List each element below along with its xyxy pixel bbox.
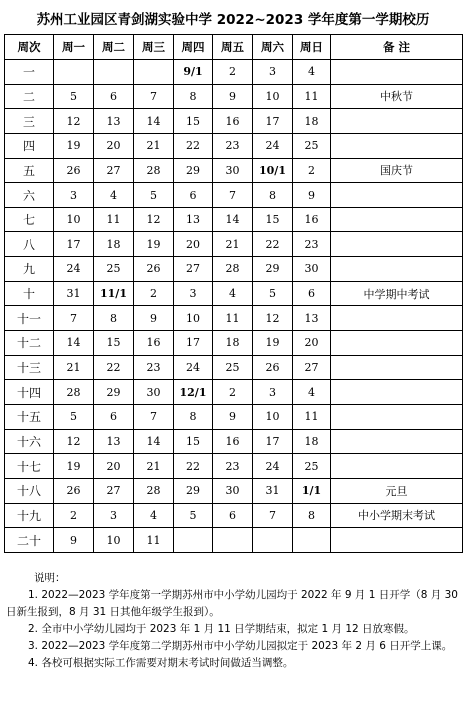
week-row bbox=[5, 528, 463, 553]
day-cell: 13 bbox=[174, 207, 213, 232]
remark-cell bbox=[331, 133, 463, 158]
week-number-cell: 十八 bbox=[5, 478, 54, 503]
day-cell: 31 bbox=[54, 281, 94, 306]
day-cell: 15 bbox=[174, 109, 213, 134]
day-cell: 2 bbox=[213, 60, 253, 85]
notes-section bbox=[6, 570, 458, 672]
header-mon: 周一 bbox=[54, 35, 94, 60]
week-number-cell: 十九 bbox=[5, 503, 54, 528]
header-row bbox=[5, 35, 463, 60]
week-number-cell: 二十 bbox=[5, 528, 54, 553]
day-cell: 18 bbox=[94, 232, 134, 257]
day-cell: 8 bbox=[94, 306, 134, 331]
day-cell: 9 bbox=[134, 306, 174, 331]
day-cell: 13 bbox=[293, 306, 331, 331]
remark-cell: 元旦 bbox=[331, 478, 463, 503]
day-cell: 19 bbox=[54, 454, 94, 479]
header-tue: 周二 bbox=[94, 35, 134, 60]
day-cell: 20 bbox=[293, 331, 331, 356]
remark-cell bbox=[331, 183, 463, 208]
day-cell: 5 bbox=[54, 84, 94, 109]
day-cell: 6 bbox=[293, 281, 331, 306]
day-cell: 30 bbox=[134, 380, 174, 405]
day-cell: 29 bbox=[174, 158, 213, 183]
week-row bbox=[5, 404, 463, 429]
day-cell: 3 bbox=[174, 281, 213, 306]
day-cell: 6 bbox=[213, 503, 253, 528]
day-cell: 9 bbox=[293, 183, 331, 208]
day-cell: 10 bbox=[253, 84, 293, 109]
header-sat: 周六 bbox=[253, 35, 293, 60]
week-row bbox=[5, 60, 463, 85]
day-cell: 18 bbox=[293, 429, 331, 454]
day-cell: 11 bbox=[213, 306, 253, 331]
day-cell: 27 bbox=[94, 158, 134, 183]
day-cell: 26 bbox=[134, 257, 174, 282]
day-cell: 3 bbox=[253, 60, 293, 85]
day-cell: 12 bbox=[253, 306, 293, 331]
day-cell: 26 bbox=[54, 478, 94, 503]
day-cell bbox=[213, 528, 253, 553]
week-number-cell: 十一 bbox=[5, 306, 54, 331]
day-cell: 29 bbox=[253, 257, 293, 282]
day-cell: 12 bbox=[134, 207, 174, 232]
day-cell: 1/1 bbox=[293, 478, 331, 503]
day-cell: 3 bbox=[54, 183, 94, 208]
day-cell: 10 bbox=[54, 207, 94, 232]
week-number-cell: 九 bbox=[5, 257, 54, 282]
day-cell: 17 bbox=[253, 109, 293, 134]
day-cell: 20 bbox=[94, 133, 134, 158]
day-cell: 14 bbox=[54, 331, 94, 356]
day-cell: 24 bbox=[253, 454, 293, 479]
day-cell: 17 bbox=[253, 429, 293, 454]
remark-cell bbox=[331, 528, 463, 553]
school-calendar-table bbox=[4, 34, 463, 553]
day-cell: 17 bbox=[174, 331, 213, 356]
day-cell: 21 bbox=[213, 232, 253, 257]
header-fri: 周五 bbox=[213, 35, 253, 60]
day-cell: 25 bbox=[213, 355, 253, 380]
day-cell: 19 bbox=[54, 133, 94, 158]
day-cell: 11 bbox=[293, 404, 331, 429]
day-cell: 17 bbox=[54, 232, 94, 257]
day-cell: 23 bbox=[134, 355, 174, 380]
day-cell: 21 bbox=[134, 454, 174, 479]
day-cell: 4 bbox=[134, 503, 174, 528]
day-cell: 8 bbox=[174, 84, 213, 109]
day-cell: 20 bbox=[174, 232, 213, 257]
remark-cell bbox=[331, 60, 463, 85]
day-cell: 13 bbox=[94, 429, 134, 454]
day-cell: 2 bbox=[213, 380, 253, 405]
day-cell: 19 bbox=[253, 331, 293, 356]
day-cell: 8 bbox=[293, 503, 331, 528]
day-cell bbox=[134, 60, 174, 85]
remark-cell bbox=[331, 380, 463, 405]
day-cell: 10 bbox=[94, 528, 134, 553]
day-cell: 28 bbox=[213, 257, 253, 282]
day-cell: 12/1 bbox=[174, 380, 213, 405]
day-cell: 14 bbox=[134, 429, 174, 454]
day-cell: 22 bbox=[174, 133, 213, 158]
week-number-cell: 五 bbox=[5, 158, 54, 183]
day-cell: 16 bbox=[134, 331, 174, 356]
day-cell: 27 bbox=[293, 355, 331, 380]
day-cell: 19 bbox=[134, 232, 174, 257]
day-cell: 6 bbox=[94, 84, 134, 109]
day-cell: 27 bbox=[94, 478, 134, 503]
day-cell: 5 bbox=[134, 183, 174, 208]
day-cell: 5 bbox=[174, 503, 213, 528]
remark-cell bbox=[331, 257, 463, 282]
week-row bbox=[5, 183, 463, 208]
header-wed: 周三 bbox=[134, 35, 174, 60]
week-row bbox=[5, 232, 463, 257]
remark-cell: 中小学期末考试 bbox=[331, 503, 463, 528]
week-number-cell: 四 bbox=[5, 133, 54, 158]
day-cell: 25 bbox=[293, 454, 331, 479]
header-week: 周次 bbox=[5, 35, 54, 60]
week-row bbox=[5, 281, 463, 306]
day-cell bbox=[54, 60, 94, 85]
day-cell: 14 bbox=[134, 109, 174, 134]
week-row bbox=[5, 158, 463, 183]
remark-cell bbox=[331, 429, 463, 454]
remark-cell bbox=[331, 404, 463, 429]
day-cell: 28 bbox=[134, 158, 174, 183]
day-cell: 23 bbox=[293, 232, 331, 257]
week-row bbox=[5, 133, 463, 158]
remark-cell bbox=[331, 331, 463, 356]
day-cell: 27 bbox=[174, 257, 213, 282]
week-number-cell: 一 bbox=[5, 60, 54, 85]
week-number-cell: 十三 bbox=[5, 355, 54, 380]
day-cell: 11 bbox=[293, 84, 331, 109]
day-cell: 21 bbox=[134, 133, 174, 158]
note-item: 4. 各校可根据实际工作需要对期末考试时间做适当调整。 bbox=[28, 657, 294, 669]
day-cell: 10 bbox=[174, 306, 213, 331]
day-cell: 2 bbox=[54, 503, 94, 528]
day-cell: 28 bbox=[54, 380, 94, 405]
day-cell: 3 bbox=[253, 380, 293, 405]
day-cell: 2 bbox=[134, 281, 174, 306]
day-cell: 7 bbox=[134, 404, 174, 429]
day-cell: 28 bbox=[134, 478, 174, 503]
day-cell: 16 bbox=[213, 429, 253, 454]
week-number-cell: 十五 bbox=[5, 404, 54, 429]
week-row bbox=[5, 331, 463, 356]
week-number-cell: 十七 bbox=[5, 454, 54, 479]
day-cell: 9 bbox=[54, 528, 94, 553]
note-item: 3. 2022—2023 学年度第二学期苏州市中小学幼儿园拟定于 2023 年 2 月 6 日开学上课。 bbox=[28, 640, 453, 652]
day-cell: 15 bbox=[253, 207, 293, 232]
day-cell: 7 bbox=[134, 84, 174, 109]
day-cell: 10 bbox=[253, 404, 293, 429]
day-cell: 7 bbox=[54, 306, 94, 331]
day-cell: 26 bbox=[54, 158, 94, 183]
day-cell: 22 bbox=[253, 232, 293, 257]
day-cell: 11/1 bbox=[94, 281, 134, 306]
day-cell: 29 bbox=[94, 380, 134, 405]
calendar-body bbox=[5, 60, 463, 553]
header-remark: 备 注 bbox=[331, 35, 463, 60]
day-cell: 24 bbox=[174, 355, 213, 380]
week-row bbox=[5, 109, 463, 134]
day-cell: 30 bbox=[213, 158, 253, 183]
week-row bbox=[5, 503, 463, 528]
day-cell: 14 bbox=[213, 207, 253, 232]
day-cell: 22 bbox=[174, 454, 213, 479]
day-cell: 5 bbox=[253, 281, 293, 306]
week-number-cell: 八 bbox=[5, 232, 54, 257]
day-cell: 5 bbox=[54, 404, 94, 429]
week-number-cell: 六 bbox=[5, 183, 54, 208]
day-cell: 23 bbox=[213, 133, 253, 158]
week-row bbox=[5, 380, 463, 405]
remark-cell bbox=[331, 232, 463, 257]
day-cell: 18 bbox=[293, 109, 331, 134]
day-cell: 9 bbox=[213, 84, 253, 109]
day-cell: 26 bbox=[253, 355, 293, 380]
page-title: 苏州工业园区青剑湖实验中学 2022~2023 学年度第一学期校历 bbox=[36, 12, 430, 28]
day-cell: 11 bbox=[94, 207, 134, 232]
week-row bbox=[5, 454, 463, 479]
day-cell: 11 bbox=[134, 528, 174, 553]
day-cell: 8 bbox=[253, 183, 293, 208]
note-item: 2. 全市中小学幼儿园均于 2023 年 1 月 11 日学期结束，拟定 1 月 12 日放寒假。 bbox=[28, 623, 415, 635]
week-number-cell: 二 bbox=[5, 84, 54, 109]
day-cell: 18 bbox=[213, 331, 253, 356]
day-cell: 30 bbox=[213, 478, 253, 503]
day-cell: 15 bbox=[94, 331, 134, 356]
header-sun: 周日 bbox=[293, 35, 331, 60]
remark-cell bbox=[331, 454, 463, 479]
day-cell: 24 bbox=[253, 133, 293, 158]
day-cell: 12 bbox=[54, 109, 94, 134]
day-cell: 25 bbox=[94, 257, 134, 282]
day-cell: 22 bbox=[94, 355, 134, 380]
day-cell: 30 bbox=[293, 257, 331, 282]
day-cell: 12 bbox=[54, 429, 94, 454]
week-row bbox=[5, 257, 463, 282]
day-cell bbox=[94, 60, 134, 85]
remark-cell bbox=[331, 109, 463, 134]
remark-cell: 中学期中考试 bbox=[331, 281, 463, 306]
day-cell: 4 bbox=[213, 281, 253, 306]
remark-cell: 国庆节 bbox=[331, 158, 463, 183]
remark-cell: 中秋节 bbox=[331, 84, 463, 109]
remark-cell bbox=[331, 306, 463, 331]
day-cell: 21 bbox=[54, 355, 94, 380]
day-cell: 15 bbox=[174, 429, 213, 454]
header-thu: 周四 bbox=[174, 35, 213, 60]
day-cell: 3 bbox=[94, 503, 134, 528]
remark-cell bbox=[331, 355, 463, 380]
day-cell: 24 bbox=[54, 257, 94, 282]
day-cell bbox=[293, 528, 331, 553]
day-cell: 10/1 bbox=[253, 158, 293, 183]
week-row bbox=[5, 355, 463, 380]
day-cell: 16 bbox=[293, 207, 331, 232]
day-cell: 9 bbox=[213, 404, 253, 429]
day-cell: 25 bbox=[293, 133, 331, 158]
day-cell: 9/1 bbox=[174, 60, 213, 85]
day-cell: 13 bbox=[94, 109, 134, 134]
day-cell: 8 bbox=[174, 404, 213, 429]
day-cell: 29 bbox=[174, 478, 213, 503]
day-cell: 6 bbox=[174, 183, 213, 208]
day-cell: 4 bbox=[94, 183, 134, 208]
week-number-cell: 七 bbox=[5, 207, 54, 232]
week-row bbox=[5, 84, 463, 109]
day-cell: 20 bbox=[94, 454, 134, 479]
day-cell: 16 bbox=[213, 109, 253, 134]
day-cell: 7 bbox=[253, 503, 293, 528]
day-cell: 4 bbox=[293, 380, 331, 405]
week-row bbox=[5, 478, 463, 503]
week-row bbox=[5, 429, 463, 454]
week-number-cell: 十 bbox=[5, 281, 54, 306]
week-number-cell: 十六 bbox=[5, 429, 54, 454]
day-cell: 6 bbox=[94, 404, 134, 429]
day-cell: 4 bbox=[293, 60, 331, 85]
day-cell bbox=[174, 528, 213, 553]
remark-cell bbox=[331, 207, 463, 232]
week-number-cell: 三 bbox=[5, 109, 54, 134]
week-number-cell: 十二 bbox=[5, 331, 54, 356]
day-cell: 2 bbox=[293, 158, 331, 183]
day-cell: 7 bbox=[213, 183, 253, 208]
note-item: 1. 2022—2023 学年度第一学期苏州市中小学幼儿园均于 2022 年 9 月 1 日开学（8 月 30 日新生报到，8 月 31 日其他年级学生报到）。 bbox=[6, 589, 458, 618]
day-cell bbox=[253, 528, 293, 553]
day-cell: 23 bbox=[213, 454, 253, 479]
week-row bbox=[5, 306, 463, 331]
week-number-cell: 十四 bbox=[5, 380, 54, 405]
week-row bbox=[5, 207, 463, 232]
day-cell: 31 bbox=[253, 478, 293, 503]
notes-heading: 说明： bbox=[34, 572, 66, 584]
